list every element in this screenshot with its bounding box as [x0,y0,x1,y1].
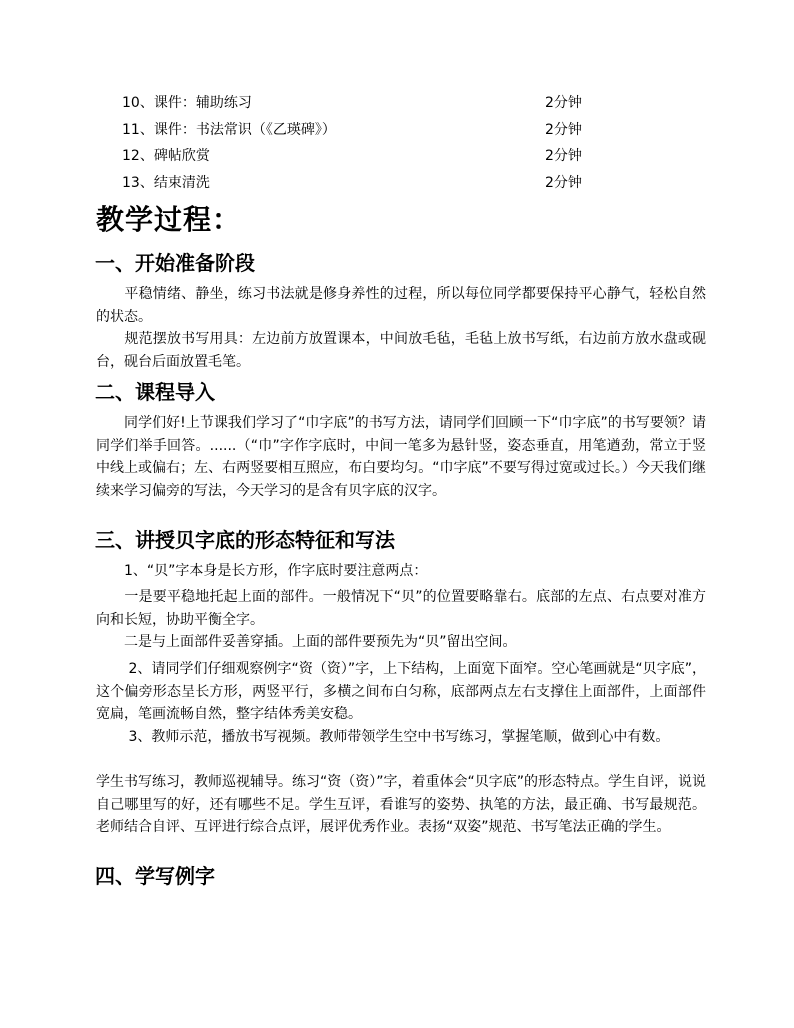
schedule-duration: 2分钟 [545,148,582,164]
main-heading: 教学过程： [96,203,242,236]
schedule-item: 12、碑帖欣赏 [122,148,210,164]
schedule-item: 11、课件：书法常识（《乙瑛碑》） [122,121,336,138]
section-3-paragraph-5: 3、教师示范，播放书写视频。教师带领学生空中书写练习，掌握笔顺，做到心中有数。 [96,729,670,745]
schedule-row [122,146,642,173]
section-3-paragraph-2: 一是要平稳地托起上面的部件。一般情况下“贝”的位置要略靠右。底部的左点、右点要对准方向和长短，协助平衡全字。 [96,589,706,628]
schedule-row [122,93,642,120]
schedule-row [122,120,642,147]
section-3-paragraph-4: 2、请同学们仔细观察例字“资（资）”字，上下结构，上面宽下面窄。空心笔画就是“贝字底”，这个偏旁形态呈长方形，两竖平行，多横之间布白匀称，底部两点左右支撑住上面部件，上面部件宽扁，笔画流畅自然，整字结体秀美安稳。 [96,661,706,722]
section-1-paragraph-2: 规范摆放书写用具：左边前方放置课本，中间放毛毡，毛毡上放书写纸，右边前方放水盘或砚台，砚台后面放置毛笔。 [96,331,706,370]
schedule-duration: 2分钟 [545,95,582,111]
schedule-item: 10、课件：辅助练习 [122,95,252,111]
section-2-paragraph-1: 同学们好!上节课我们学习了“巾字底”的书写方法，请同学们回顾一下“巾字底”的书写要领？请同学们举手回答。......（“巾”字作字底时，中间一笔多为悬针竖，姿态垂直，用笔遒劲，常立于竖中线上或偏右；左、右两竖要相互照应，布白要均匀。“巾字底”不要写得过宽或过长。）今天我们继续来学习偏旁的写法，今天学习的是含有贝字底的汉字。 [96,415,706,499]
section-4-title: 四、学写例字 [95,864,215,888]
section-3-paragraph-1: 1、“贝”字本身是长方形，作字底时要注意两点： [96,563,428,579]
section-3-title: 三、讲授贝字底的形态特征和写法 [95,528,395,552]
schedule-row [122,173,642,200]
schedule-list [122,93,642,199]
section-1-paragraph-1: 平稳情绪、静坐，练习书法就是修身养性的过程，所以每位同学都要保持平心静气，轻松自然的状态。 [96,286,706,325]
schedule-item: 13、结束清洗 [122,174,210,191]
schedule-duration: 2分钟 [545,174,582,191]
section-2-title: 二、课程导入 [95,380,215,404]
section-3-paragraph-3: 二是与上面部件妥善穿插。上面的部件要预先为“贝”留出空间。 [96,634,517,650]
schedule-duration: 2分钟 [545,121,582,138]
section-3-paragraph-6: 学生书写练习，教师巡视辅导。练习“资（资）”字，着重体会“贝字底”的形态特点。学生自评，说说自己哪里写的好，还有哪些不足。学生互评，看谁写的姿势、执笔的方法，最正确、书写最规范。老师结合自评、互评进行综合点评，展评优秀作业。表扬“双姿”规范、书写笔法正确的学生。 [96,774,707,835]
section-1-title: 一、开始准备阶段 [95,251,255,275]
